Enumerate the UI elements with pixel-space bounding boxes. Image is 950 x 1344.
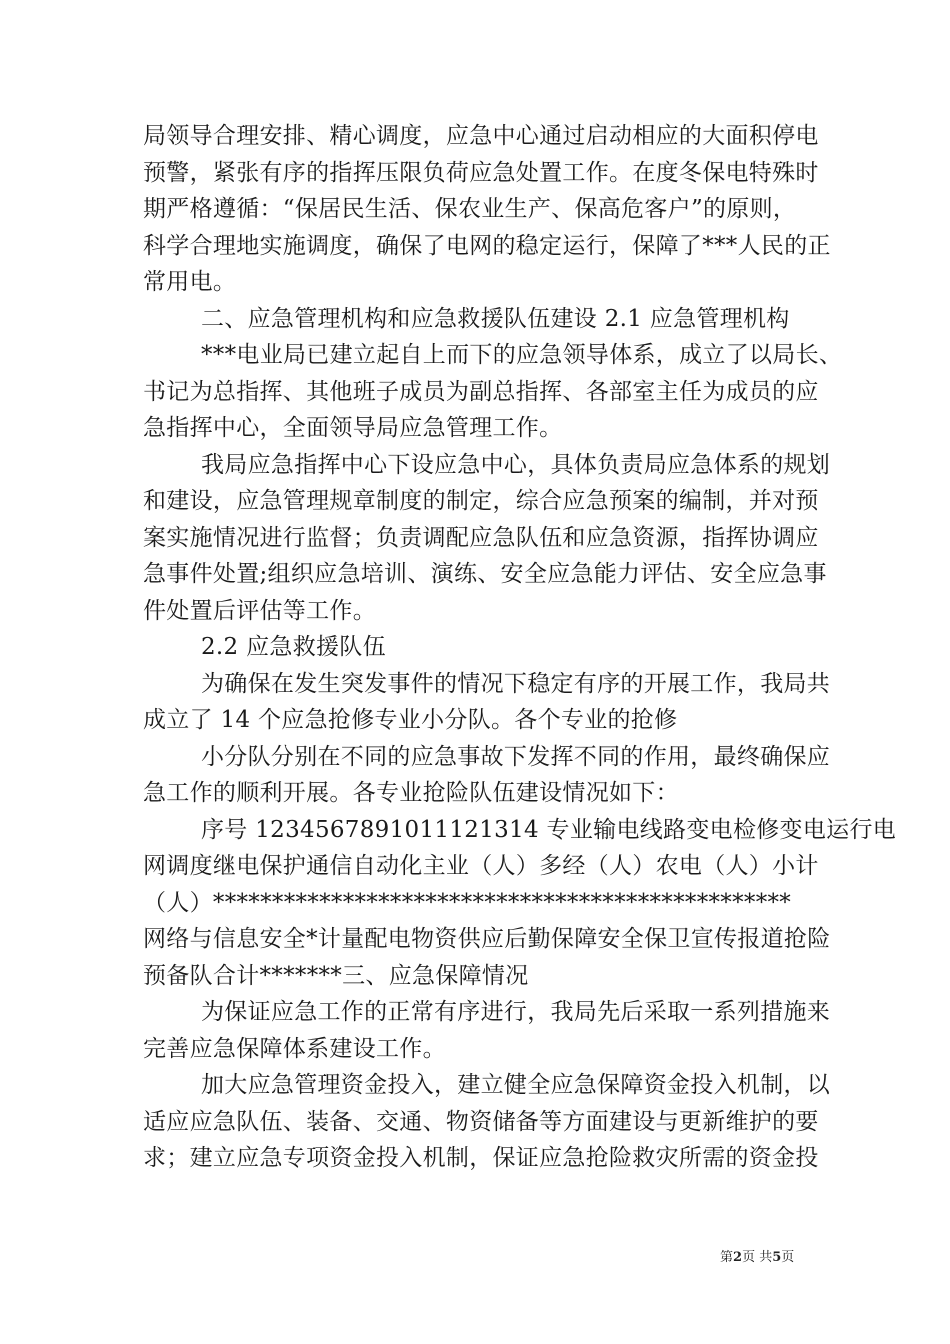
text-line: （人）************************************************* [143,889,792,916]
text-line: 预警，紧张有序的指挥压限负荷应急处置工作。在度冬保电特殊时 [143,159,819,186]
text-line: 为保证应急工作的正常有序进行，我局先后采取一系列措施来 [201,999,831,1025]
text-line: 和建设，应急管理规章制度的制定，综合应急预案的编制，并对预 [143,488,819,514]
document-body [143,118,897,1177]
text-line: 案实施情况进行监督；负责调配应急队伍和应急资源，指挥协调应 [143,524,819,551]
text-line: 成立了 14 个应急抢修专业小分队。各个专业的抢修 [143,707,678,733]
text-line: 预备队合计*******三、应急保障情况 [143,962,529,989]
text-line: 我局应急指挥中心下设应急中心，具体负责局应急体系的规划 [201,451,831,478]
text-line: 急工作的顺利开展。各专业抢险队伍建设情况如下： [143,780,679,806]
text-line: 书记为总指挥、其他班子成员为副总指挥、各部室主任为成员的应 [143,378,819,405]
footer-current-page: 2 [733,1250,743,1265]
text-line: 为确保在发生突发事件的情况下稳定有序的开展工作，我局共 [201,670,831,697]
text-line: ***电业局已建立起自上而下的应急领导体系，成立了以局长、 [201,342,843,368]
text-line: 常用电。 [143,269,237,295]
text-line: 小分队分别在不同的应急事故下发挥不同的作用，最终确保应 [201,743,831,770]
page-number-footer [720,1246,794,1265]
text-line: 科学合理地实施调度，确保了电网的稳定运行，保障了***人民的正 [143,232,831,259]
text-line: 急事件处置;组织应急培训、演练、安全应急能力评估、安全应急事 [143,561,827,587]
text-line: 序号 1234567891011121314 专业输电线路变电检修变电运行电 [201,816,897,843]
footer-total-pages: 5 [772,1250,782,1265]
text-line: 网调度继电保护通信自动化主业（人）多经（人）农电（人）小计 [143,853,819,879]
text-line: 求；建立应急专项资金投入机制，保证应急抢险救灾所需的资金投 [143,1145,819,1171]
footer-suffix: 页 [781,1250,795,1265]
text-line: 完善应急保障体系建设工作。 [143,1035,446,1062]
footer-middle: 页 共 [742,1250,773,1265]
text-line: 网络与信息安全*计量配电物资供应后勤保障安全保卫宣传报道抢险 [143,926,831,952]
text-line: 期严格遵循：“保居民生活、保农业生产、保高危客户”的原则， [143,196,797,222]
text-line: 适应应急队伍、装备、交通、物资储备等方面建设与更新维护的要 [143,1108,819,1135]
footer-prefix: 第 [720,1250,734,1265]
text-line: 急指挥中心，全面领导局应急管理工作。 [143,415,563,441]
text-line: 二、应急管理机构和应急救援队伍建设 2.1 应急管理机构 [201,305,790,332]
text-line: 局领导合理安排、精心调度，应急中心通过启动相应的大面积停电 [143,123,819,149]
text-line: 加大应急管理资金投入，建立健全应急保障资金投入机制，以 [201,1072,831,1098]
text-line: 2.2 应急救援队伍 [201,634,386,660]
text-line: 件处置后评估等工作。 [143,597,376,624]
